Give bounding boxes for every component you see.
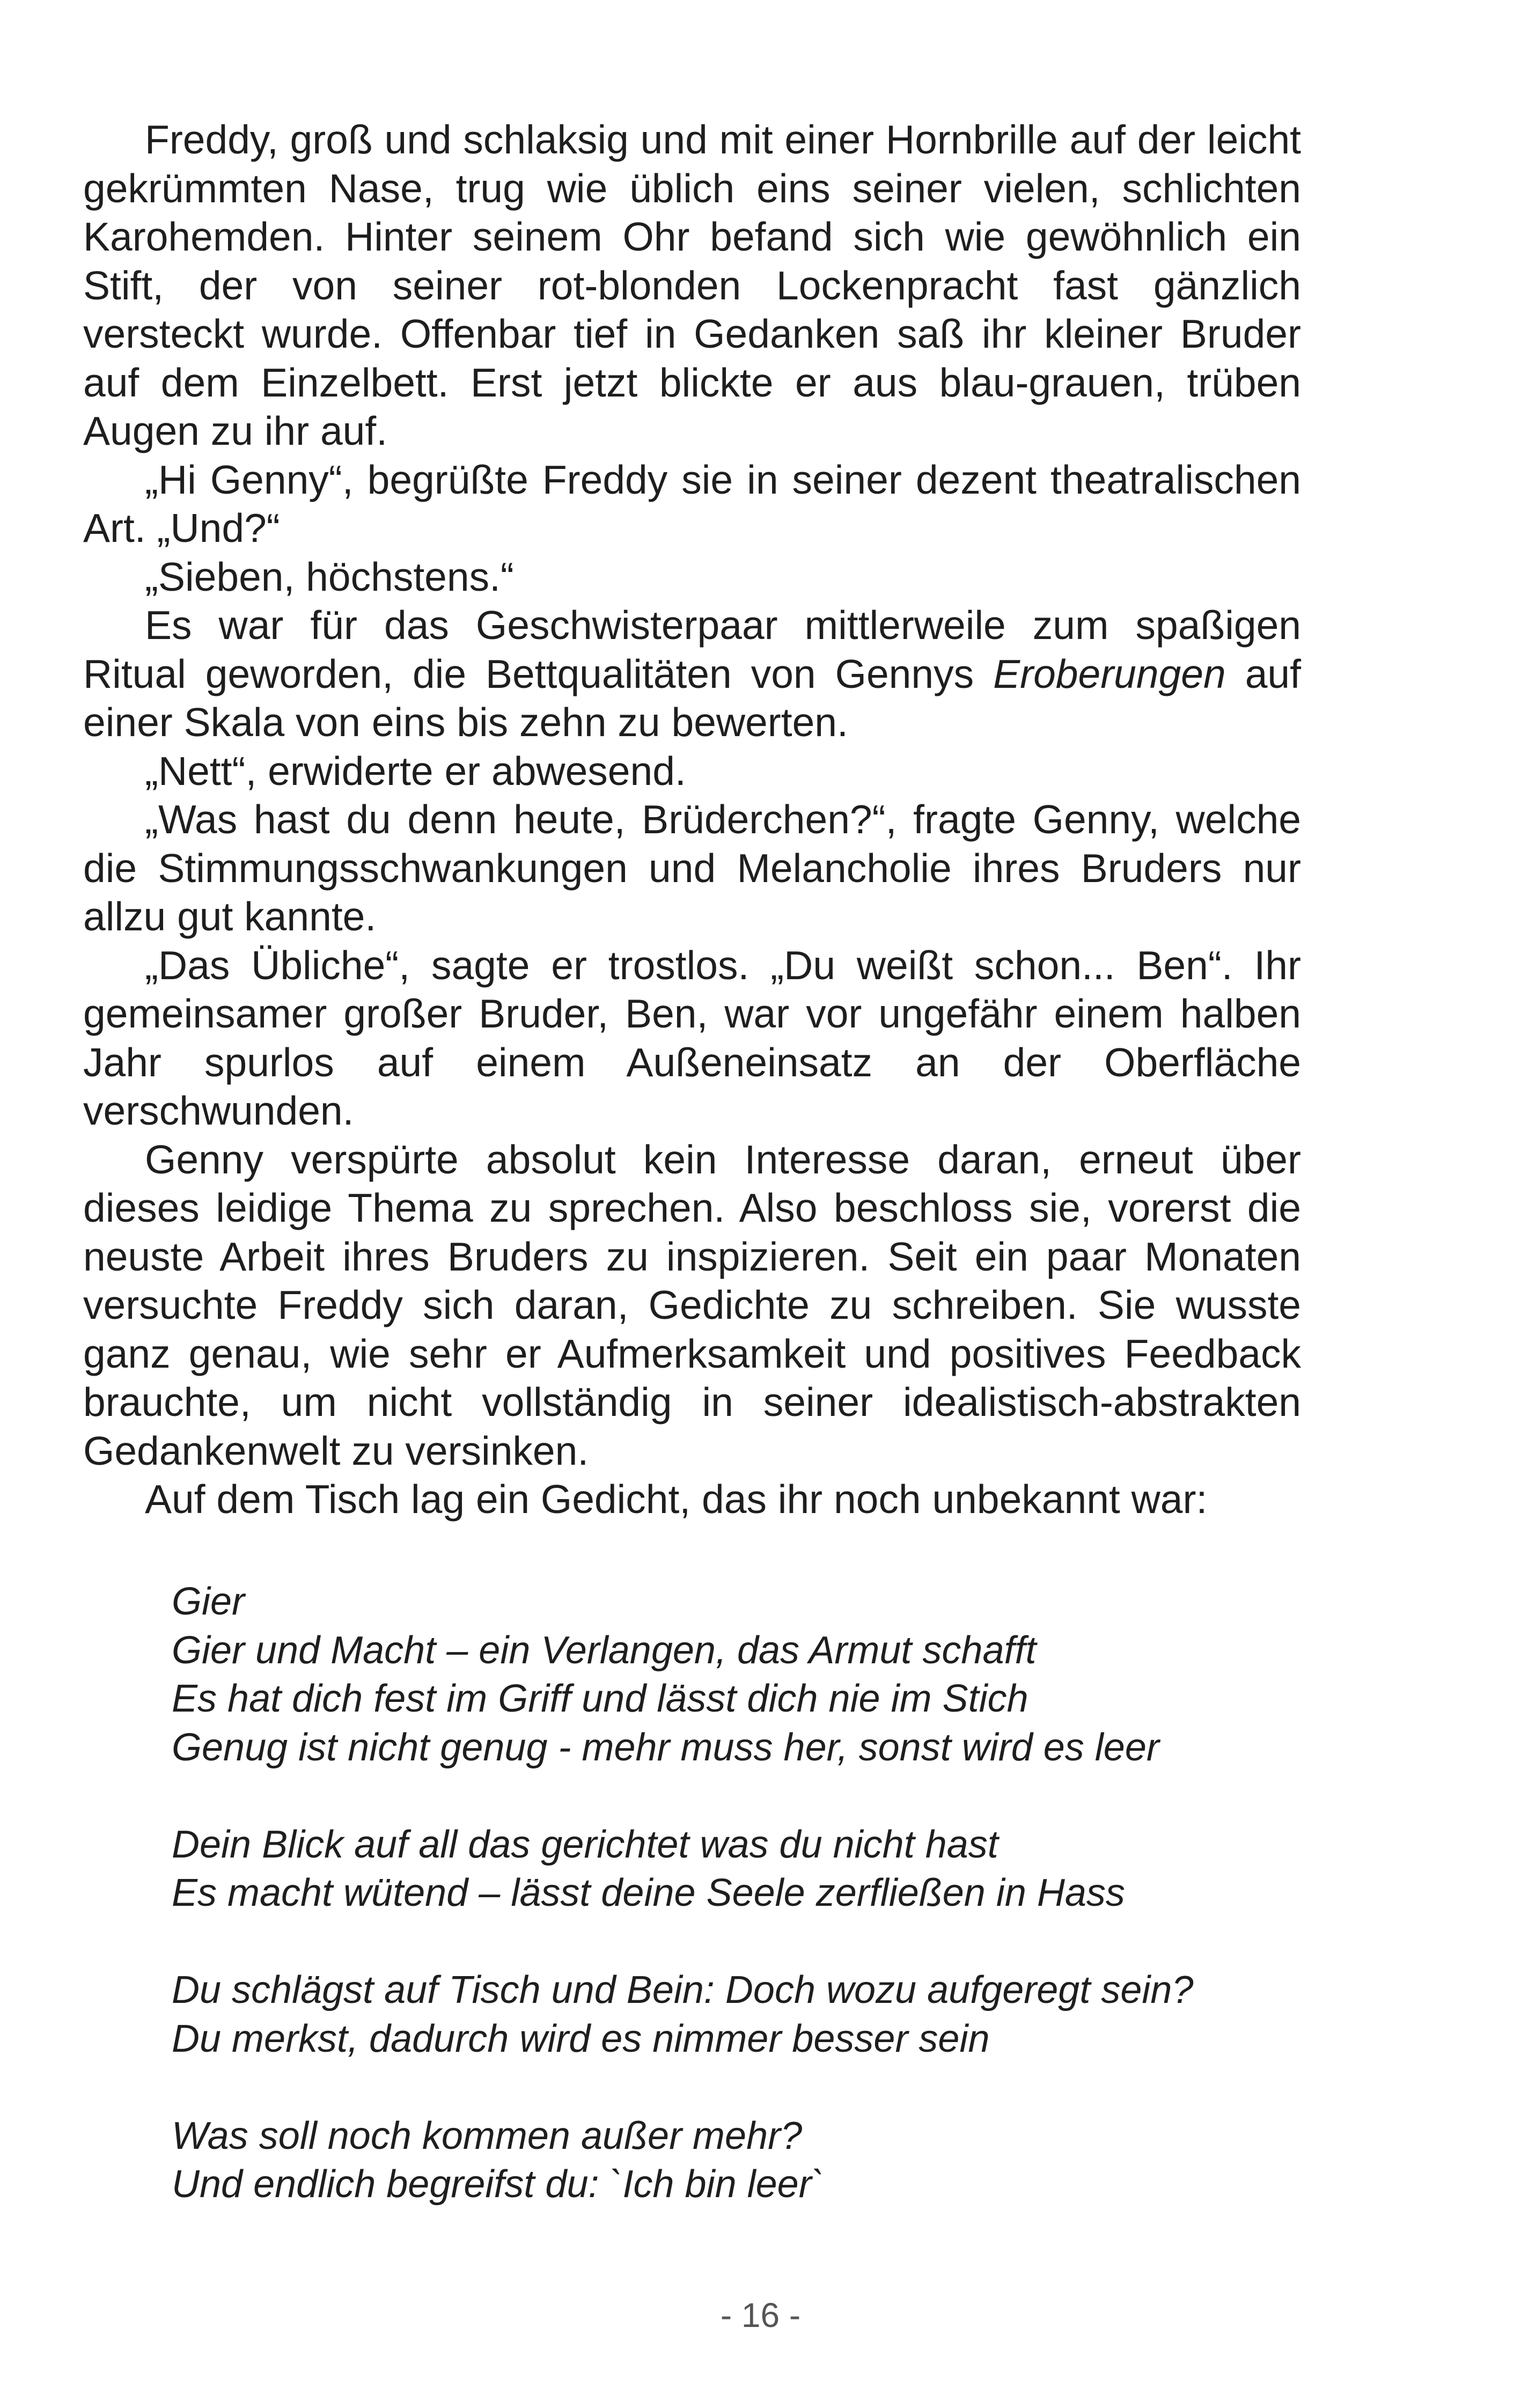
poem-title: Gier xyxy=(172,1580,245,1623)
paragraph: „Nett“, erwiderte er abwesend. xyxy=(145,748,686,794)
poem-line: Und endlich begreifst du: `Ich bin leer` xyxy=(172,2163,825,2206)
poem-line: Dein Blick auf all das gerichtet was du nicht hast xyxy=(172,1823,998,1866)
paragraph: „Das Übliche“, sagte er trostlos. „Du weißt schon... Ben“. Ihr gemeinsamer großer Bruder, Ben, war vor ungefähr einem halben Jahr spurlos auf einem Außeneinsatz an der Oberfläche verschwunden. xyxy=(83,942,1301,1133)
emphasized-word: Eroberungen xyxy=(993,651,1226,696)
paragraph-text: auf einer Skala von eins bis zehn zu bewerten. xyxy=(83,651,1301,745)
page-number: - 16 - xyxy=(720,2296,801,2334)
paragraph: „Was hast du denn heute, Brüderchen?“, fragte Genny, welche die Stimmungsschwankungen und Melancholie ihres Bruders nur allzu gut kannte. xyxy=(83,797,1301,939)
poem-stanza xyxy=(172,1820,1245,1918)
poem-line: Genug ist nicht genug - mehr muss her, sonst wird es leer xyxy=(172,1726,1159,1769)
poem-line: Was soll noch kommen außer mehr? xyxy=(172,2114,803,2157)
poem-stanza xyxy=(172,2112,1245,2209)
poem-stanza xyxy=(172,1966,1245,2063)
paragraph: „Sieben, höchstens.“ xyxy=(145,554,514,599)
prose-text xyxy=(83,115,1301,1524)
paragraph: Freddy, groß und schlaksig und mit einer Hornbrille auf der leicht gekrümmten Nase, trug wie üblich eins seiner vielen, schlichten Karohemden. Hinter seinem Ohr befand sich wie gewöhnlich ein Stift, der von seiner rot-blonden Lockenpracht fast gänzlich versteckt wurde. Offenbar tief in Gedanken saß ihr kleiner Bruder auf dem Einzelbett. Erst jetzt blickte er aus blau-grauen, trüben Augen zu ihr auf. xyxy=(83,117,1301,453)
paragraph xyxy=(83,601,1301,747)
poem-stanza xyxy=(172,1577,1245,1772)
poem-line: Du merkst, dadurch wird es nimmer besser sein xyxy=(172,2017,990,2060)
paragraph: „Hi Genny“, begrüßte Freddy sie in seiner dezent theatralischen Art. „Und?“ xyxy=(83,457,1301,550)
paragraph: Auf dem Tisch lag ein Gedicht, das ihr noch unbekannt war: xyxy=(145,1477,1208,1522)
poem-line: Es hat dich fest im Griff und lässt dich nie im Stich xyxy=(172,1677,1028,1720)
poem-line: Gier und Macht – ein Verlangen, das Armut schafft xyxy=(172,1628,1037,1672)
poem xyxy=(172,1577,1245,2257)
poem-line: Es macht wütend – lässt deine Seele zerfließen in Hass xyxy=(172,1871,1125,1914)
poem-line: Du schlägst auf Tisch und Bein: Doch wozu aufgeregt sein? xyxy=(172,1969,1194,2011)
paragraph-text: Es war für das Geschwisterpaar mittlerweile zum spaßigen Ritual geworden, die Bettqualitäten von Gennys xyxy=(83,603,1301,696)
paragraph: Genny verspürte absolut kein Interesse daran, erneut über dieses leidige Thema zu sprechen. Also beschloss sie, vorerst die neuste Arbeit ihres Bruders zu inspizieren. Seit ein paar Monaten versuchte Freddy sich daran, Gedichte zu schreiben. Sie wusste ganz genau, wie sehr er Aufmerksamkeit und positives Feedback brauchte, um nicht vollständig in seiner idealistisch-abstrakten Gedankenwelt zu versinken. xyxy=(83,1136,1301,1473)
